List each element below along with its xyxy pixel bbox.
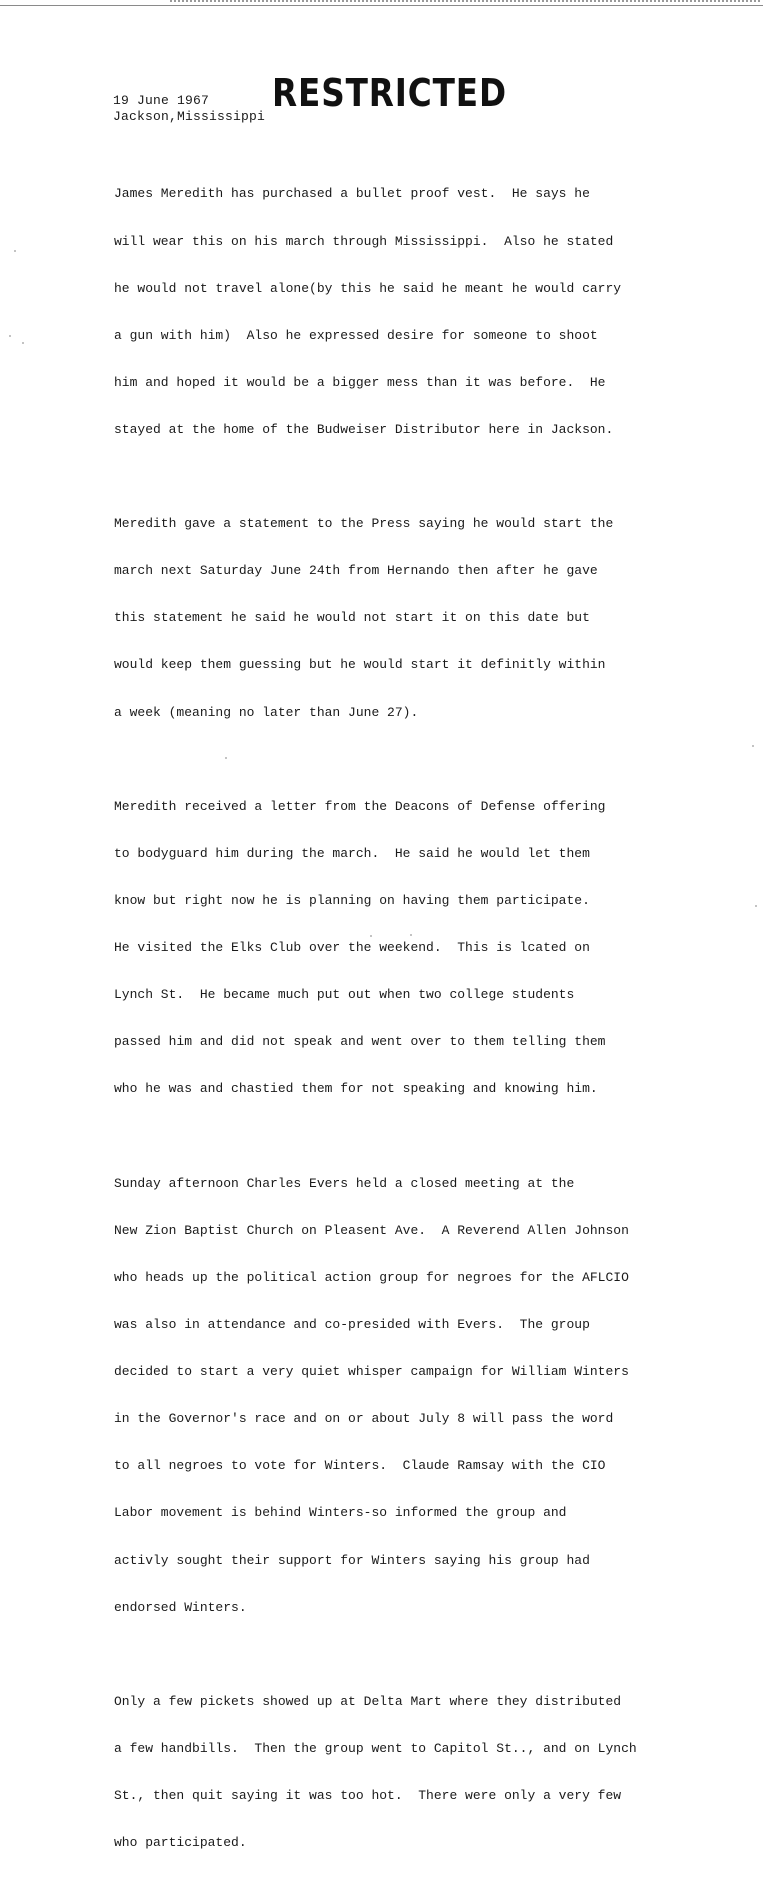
text-line: decided to start a very quiet whisper campaign for William Winters [114,1364,629,1380]
text-line: him and hoped it would be a bigger mess than it was before. He [114,374,606,390]
text-line: He visited the Elks Club over the weekend. This is lcated on [114,940,590,956]
text-line: New Zion Baptist Church on Pleasent Ave. A Reverend Allen Johnson [114,1222,629,1238]
text-line: who he was and chastied them for not speaking and knowing him. [114,1081,598,1097]
text-line: who participated. [114,1835,247,1851]
scan-speck [752,745,754,747]
text-line: march next Saturday June 24th from Hernando then after he gave [114,563,598,579]
document-body [114,155,754,1898]
text-line: James Meredith has purchased a bullet proof vest. He says he [114,186,590,202]
restricted-stamp: RESTRICTED [272,71,507,115]
text-line: Meredith gave a statement to the Press saying he would start the [114,516,614,532]
text-line: he would not travel alone(by this he said he meant he would carry [114,280,622,296]
text-line: Meredith received a letter from the Deacons of Defense offering [114,798,606,814]
scan-speck [410,934,412,936]
text-line: endorsed Winters. [114,1599,247,1615]
text-line: was also in attendance and co-presided with Evers. The group [114,1316,590,1332]
text-line: a week (meaning no later than June 27). [114,704,419,720]
text-line: Labor movement is behind Winters-so informed the group and [114,1505,567,1521]
text-line: a few handbills. Then the group went to Capitol St.., and on Lynch [114,1740,637,1756]
text-line: Only a few pickets showed up at Delta Mart where they distributed [114,1693,622,1709]
scan-speck [14,250,16,252]
document-location: Jackson,Mississippi [113,109,266,124]
scan-speck [22,342,24,344]
scan-speck [9,335,11,337]
text-line: who heads up the political action group for negroes for the AFLCIO [114,1269,629,1285]
text-line: Lynch St. He became much put out when two college students [114,987,575,1003]
page-top-scan-dots [170,0,760,6]
text-line: passed him and did not speak and went over to them telling them [114,1034,606,1050]
paragraph-5 [114,1662,754,1882]
text-line: Sunday afternoon Charles Evers held a closed meeting at the [114,1175,575,1191]
text-line: St., then quit saying it was too hot. There were only a very few [114,1788,622,1804]
date-location-block [113,93,265,125]
document-date: 19 June 1967 [113,93,210,108]
text-line: activly sought their support for Winters saying his group had [114,1552,590,1568]
text-line: in the Governor's race and on or about July 8 will pass the word [114,1411,614,1427]
text-line: stayed at the home of the Budweiser Distributor here in Jackson. [114,421,614,437]
text-line: to bodyguard him during the march. He said he would let them [114,845,590,861]
paragraph-1 [114,155,754,469]
scan-speck [755,905,757,907]
text-line: will wear this on his march through Mississippi. Also he stated [114,233,614,249]
text-line: would keep them guessing but he would start it definitly within [114,657,606,673]
text-line: know but right now he is planning on having them participate. [114,893,590,909]
paragraph-3 [114,767,754,1128]
text-line: this statement he said he would not start it on this date but [114,610,590,626]
paragraph-4 [114,1144,754,1647]
text-line: a gun with him) Also he expressed desire for someone to shoot [114,327,598,343]
scan-speck [370,935,372,937]
scan-speck [225,757,227,759]
paragraph-2 [114,485,754,752]
text-line: to all negroes to vote for Winters. Claude Ramsay with the CIO [114,1458,606,1474]
